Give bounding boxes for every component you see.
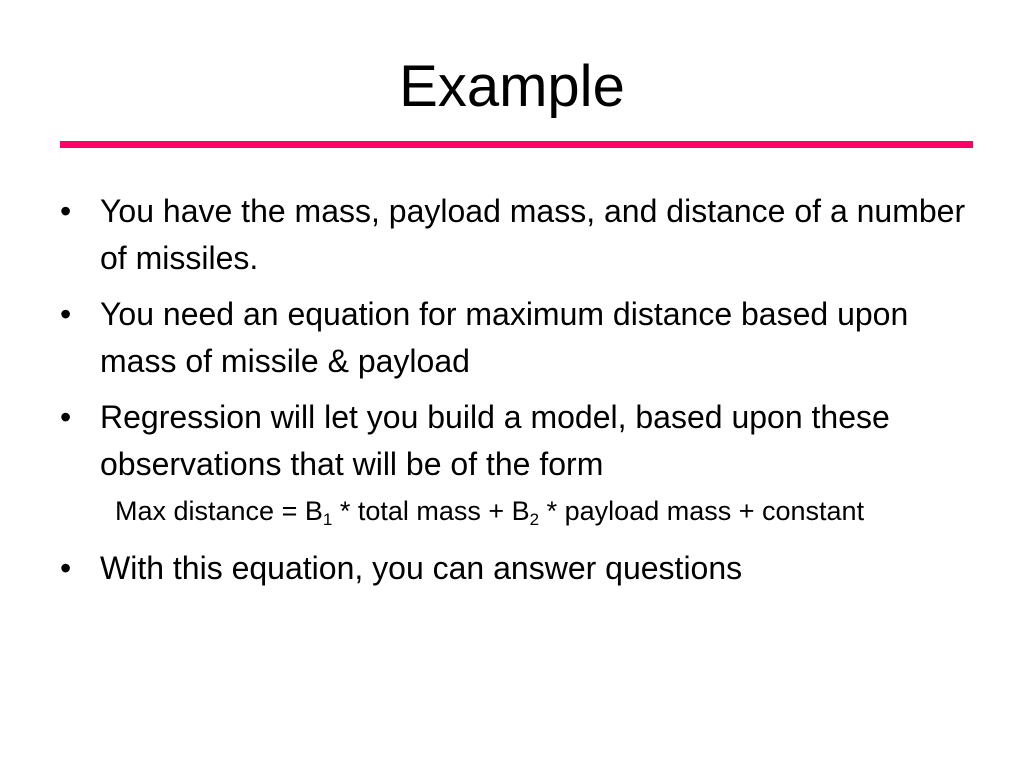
bullet-icon: • [60,399,72,435]
bullet-icon: • [60,296,72,332]
bullet-list [60,188,980,601]
equation-subscript: 1 [322,510,333,529]
bullet-text: You need an equation for maximum distance based upon mass of missile & payload [100,296,909,379]
equation-part: * payload mass + constant [539,496,865,526]
bullet-icon: • [60,550,72,586]
bullet-item [60,188,980,282]
title-divider [60,141,973,148]
equation-part: Max distance = B [115,496,323,526]
equation-part: * total mass + B [332,496,530,526]
equation-subscript: 2 [529,510,540,529]
bullet-icon: • [60,193,72,229]
bullet-text: Regression will let you build a model, based upon these observations that will be of the form [100,399,890,482]
bullet-text: With this equation, you can answer questions [100,550,743,586]
bullet-text: You have the mass, payload mass, and distance of a number of missiles. [100,193,966,276]
bullet-item [60,291,980,385]
bullet-item [60,394,980,488]
equation-text [115,491,980,531]
bullet-item [60,545,980,592]
slide-title: Example [399,54,625,119]
